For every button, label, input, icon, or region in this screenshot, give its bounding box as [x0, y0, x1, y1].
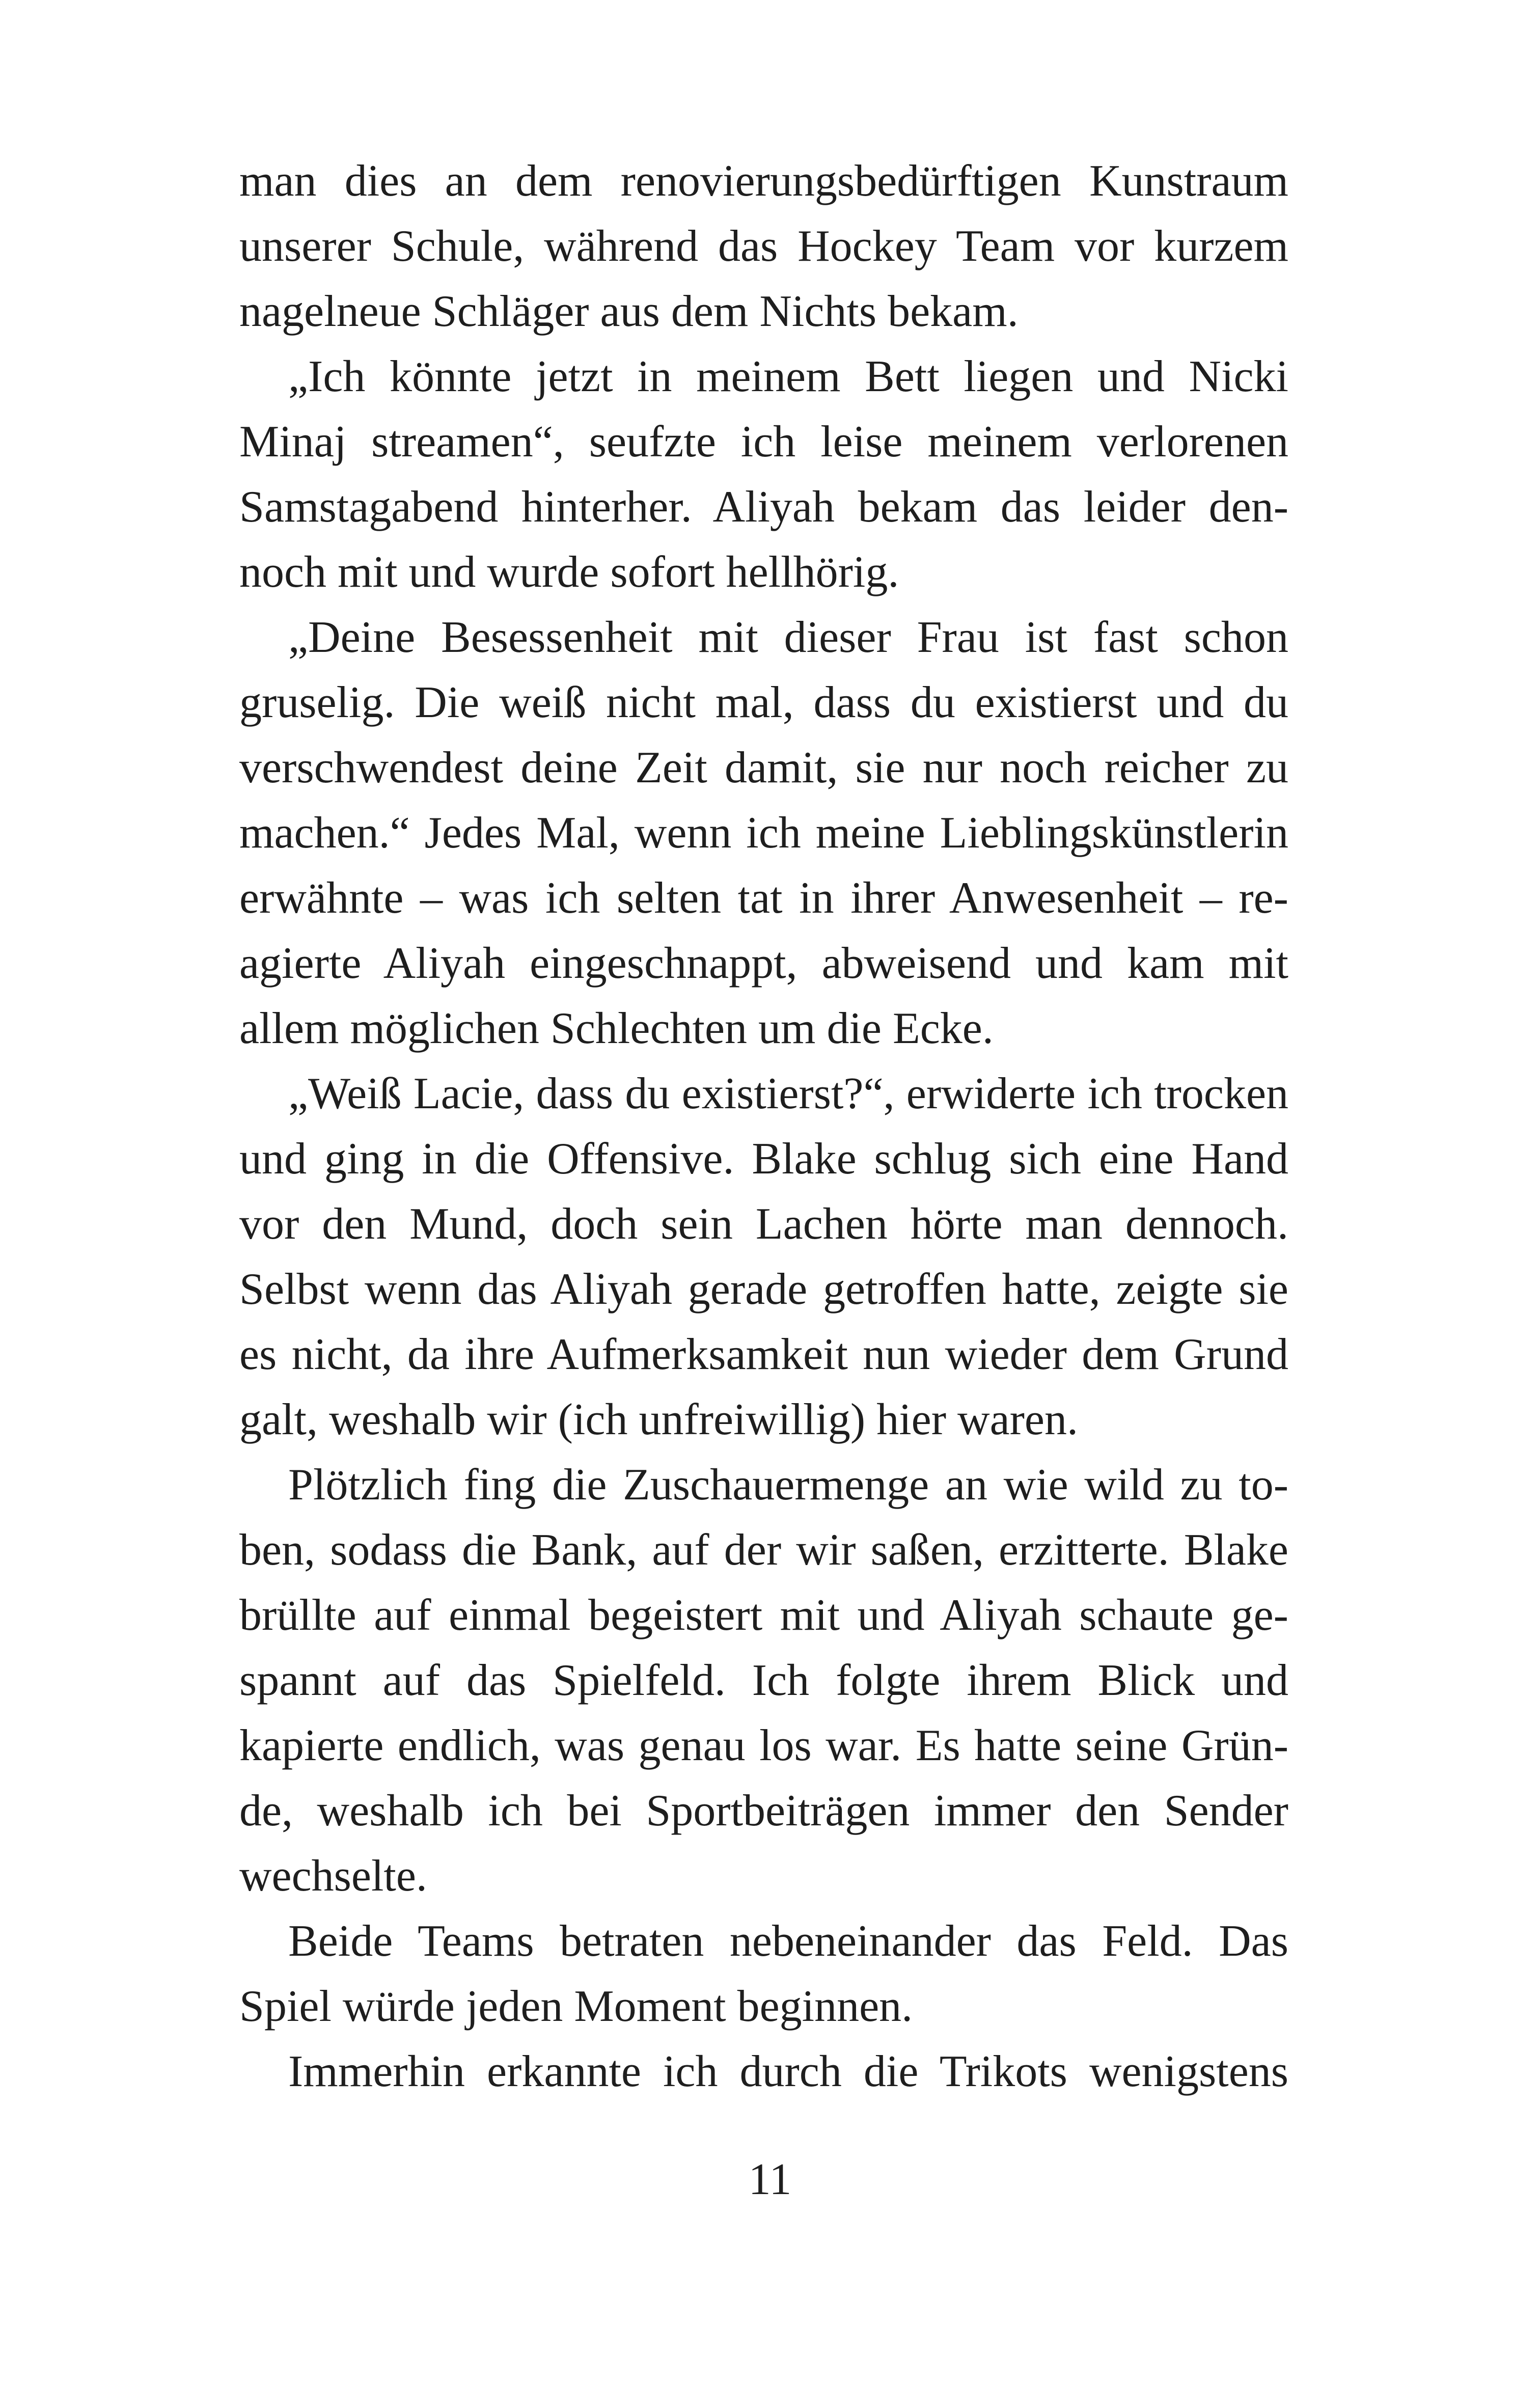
- text-line: Selbst wenn das Aliyah gerade getroffen hatte, zeigte sie: [239, 1265, 1288, 1314]
- text-line: ben, sodass die Bank, auf der wir saßen, erzitterte. Blake: [239, 1525, 1288, 1575]
- text-line: wechselte.: [239, 1851, 427, 1901]
- text-line: verschwendest deine Zeit damit, sie nur noch reicher zu: [239, 743, 1288, 792]
- page-number: 11: [748, 2155, 792, 2204]
- text-line: Spiel würde jeden Moment beginnen.: [239, 1982, 913, 2031]
- text-line: vor den Mund, doch sein Lachen hörte man dennoch.: [239, 1199, 1288, 1249]
- text-line: es nicht, da ihre Aufmerksamkeit nun wieder dem Grund: [239, 1330, 1288, 1379]
- text-line: agierte Aliyah eingeschnappt, abweisend und kam mit: [239, 939, 1288, 988]
- text-line: brüllte auf einmal begeistert mit und Aliyah schaute ge-: [239, 1591, 1288, 1640]
- text-line: „Weiß Lacie, dass du existierst?“, erwiderte ich trocken: [288, 1069, 1288, 1118]
- text-line: Minaj streamen“, seufzte ich leise meinem verlorenen: [239, 417, 1288, 467]
- text-line: Plötzlich fing die Zuschauermenge an wie wild zu to-: [288, 1460, 1288, 1510]
- text-line: unserer Schule, während das Hockey Team vor kurzem: [239, 222, 1288, 271]
- text-line: „Deine Besessenheit mit dieser Frau ist fast schon: [288, 613, 1288, 662]
- text-line: erwähnte – was ich selten tat in ihrer Anwesenheit – re-: [239, 873, 1288, 923]
- text-line: de, weshalb ich bei Sportbeiträgen immer den Sender: [239, 1786, 1288, 1836]
- text-line: galt, weshalb wir (ich unfreiwillig) hier waren.: [239, 1395, 1078, 1444]
- text-line: und ging in die Offensive. Blake schlug sich eine Hand: [239, 1134, 1288, 1184]
- text-line: spannt auf das Spielfeld. Ich folgte ihrem Blick und: [239, 1656, 1288, 1705]
- text-line: Samstagabend hinterher. Aliyah bekam das leider den-: [239, 482, 1288, 532]
- body-text: [239, 149, 1288, 2104]
- text-line: man dies an dem renovierungsbedürftigen Kunstraum: [239, 156, 1288, 206]
- text-line: „Ich könnte jetzt in meinem Bett liegen und Nicki: [288, 352, 1288, 401]
- text-line: nagelneue Schläger aus dem Nichts bekam.: [239, 287, 1019, 336]
- text-line: Immerhin erkannte ich durch die Trikots wenigstens: [288, 2047, 1288, 2096]
- text-line: Beide Teams betraten nebeneinander das Feld. Das: [288, 1916, 1288, 1966]
- text-line: noch mit und wurde sofort hellhörig.: [239, 547, 899, 597]
- text-line: gruselig. Die weiß nicht mal, dass du existierst und du: [239, 678, 1288, 727]
- text-line: allem möglichen Schlechten um die Ecke.: [239, 1004, 994, 1053]
- text-line: machen.“ Jedes Mal, wenn ich meine Lieblingskünstlerin: [239, 808, 1288, 858]
- text-line: kapierte endlich, was genau los war. Es hatte seine Grün-: [239, 1721, 1288, 1770]
